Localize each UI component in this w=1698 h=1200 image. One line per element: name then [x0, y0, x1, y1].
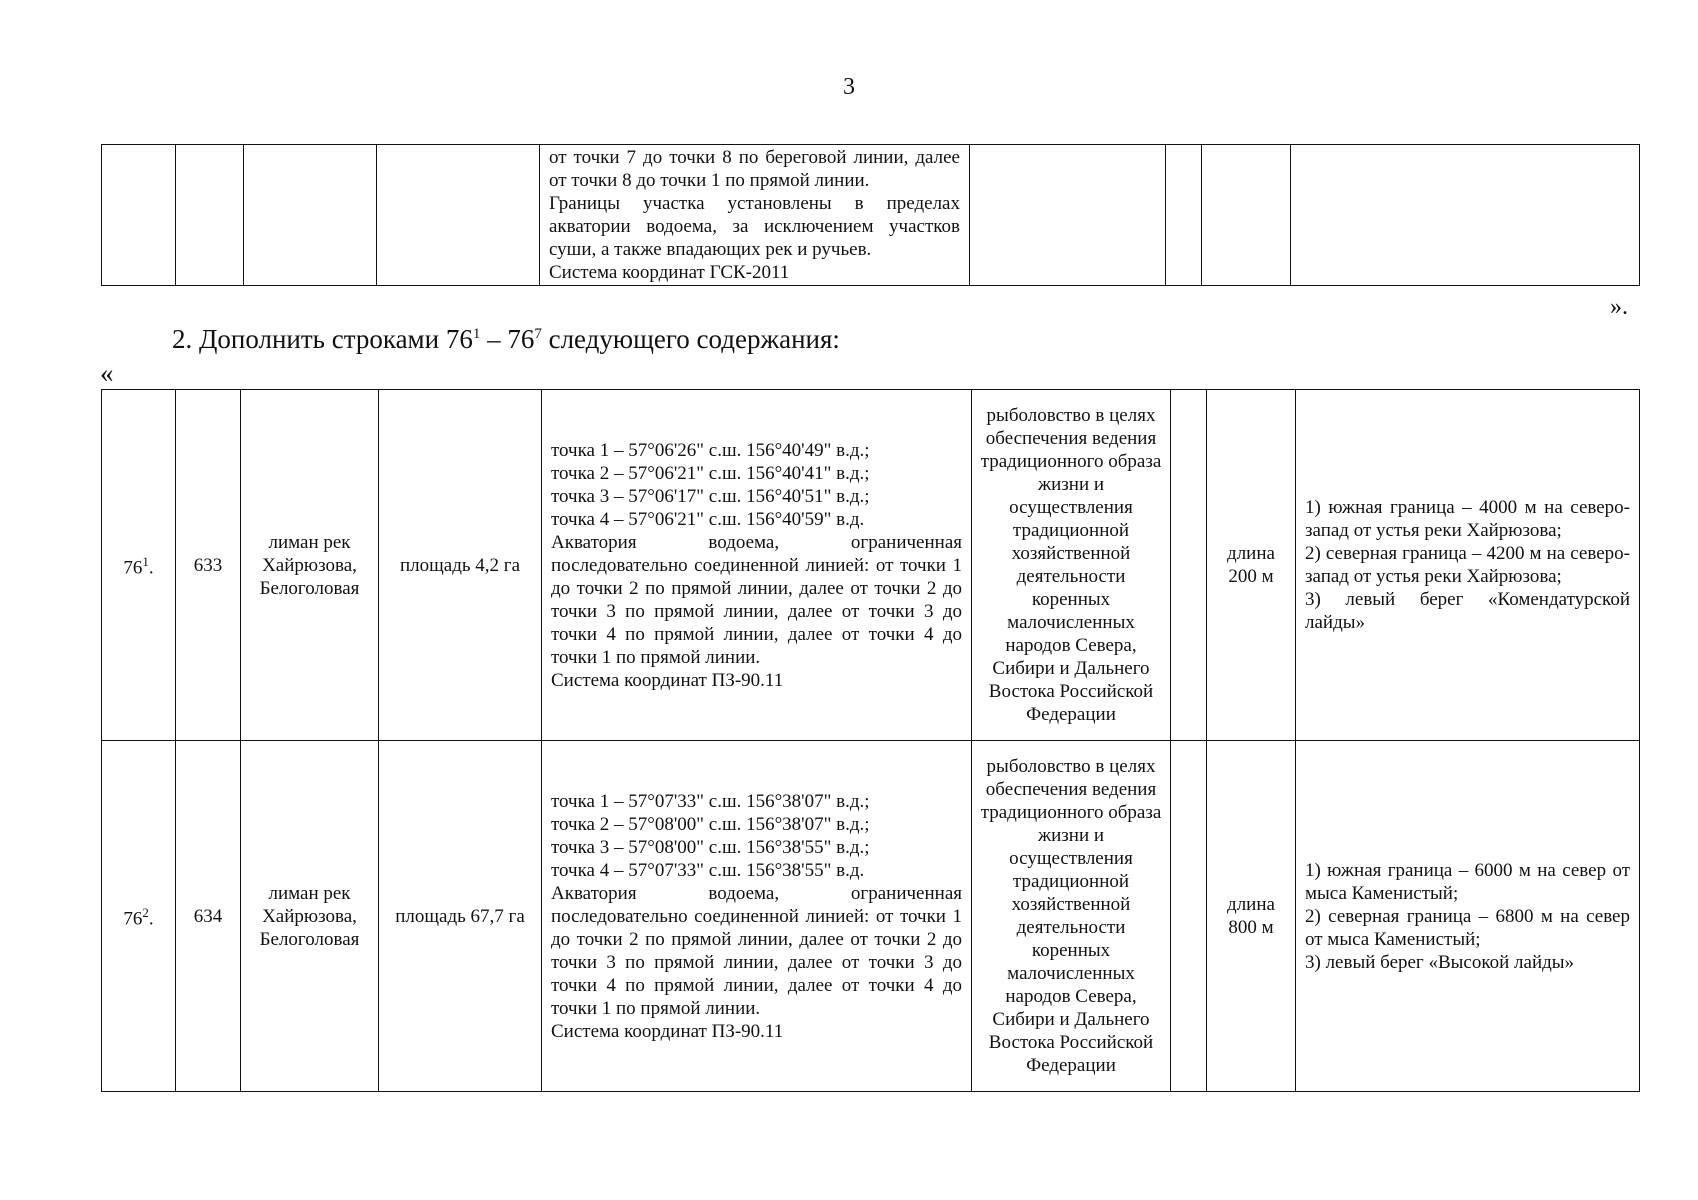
coordinate-point: точка 4 – 57°06'21" с.ш. 156°40'59" в.д.	[551, 508, 865, 530]
description-line: Система координат ГСК-2011	[549, 262, 790, 283]
cell-empty	[970, 145, 1166, 286]
coordinate-point: точка 4 – 57°07'33" с.ш. 156°38'55" в.д.	[551, 859, 865, 881]
limit-item: 3) левый берег «Комендатурской лайды»	[1305, 589, 1630, 633]
instruction-suffix: следующего содержания:	[541, 324, 840, 354]
coordinate-system: Система координат ПЗ-90.11	[551, 669, 784, 691]
instruction-dash: – 76	[480, 324, 535, 354]
instruction-sup-to: 7	[534, 326, 542, 342]
description-line: Границы участка установлены в пределах акватории водоема, за исключением участков суши, а также впадающих рек и ручьев.	[549, 193, 960, 260]
amendment-instruction	[172, 324, 840, 355]
coordinate-point: точка 2 – 57°08'00" с.ш. 156°38'07" в.д.;	[551, 813, 870, 835]
cell-code: 633	[176, 390, 241, 741]
cell-water-body: лиман рек Хайрюзова, Белоголовая	[241, 741, 379, 1092]
cell-water-body: лиман рек Хайрюзова, Белоголовая	[241, 390, 379, 741]
cell-boundary-description	[540, 145, 970, 286]
continuation-table	[101, 144, 1640, 286]
cell-empty	[1166, 145, 1202, 286]
cell-empty	[1202, 145, 1291, 286]
limit-item: 1) южная граница – 4000 м на северо-запад от устья реки Хайрюзова;	[1305, 497, 1630, 541]
cell-coordinates	[542, 390, 972, 741]
cell-length: длина 200 м	[1207, 390, 1296, 741]
cell-limits	[1296, 741, 1640, 1092]
table-row	[102, 145, 1640, 286]
cell-empty	[102, 145, 176, 286]
coordinate-point: точка 2 – 57°06'21" с.ш. 156°40'41" в.д.;	[551, 462, 870, 484]
table-row	[102, 741, 1640, 1092]
cell-limits	[1296, 390, 1640, 741]
limit-item: 2) северная граница – 4200 м на северо-запад от устья реки Хайрюзова;	[1305, 543, 1630, 587]
coordinate-point: точка 1 – 57°07'33" с.ш. 156°38'07" в.д.;	[551, 790, 870, 812]
instruction-prefix: 2. Дополнить строками 76	[172, 324, 473, 354]
description-line: от точки 7 до точки 8 по береговой линии, далее от точки 8 до точки 1 по прямой линии.	[549, 147, 960, 191]
limit-item: 1) южная граница – 6000 м на север от мыса Каменистый;	[1305, 859, 1630, 904]
cell-empty	[1171, 741, 1207, 1092]
opening-quote: «	[100, 358, 114, 388]
coordinate-point: точка 3 – 57°06'17" с.ш. 156°40'51" в.д.;	[551, 485, 870, 507]
boundary-text: Акватория водоема, ограниченная последовательно соединенной линией: от точки 1 до точки 2 по прямой линии, далее от точки 2 до точки 3 по прямой линии, далее от точки 3 до точки 4 по прямой линии, далее от точки 4 до точки 1 по прямой линии.	[551, 531, 962, 668]
page-number: 3	[843, 74, 855, 100]
cell-length: длина 800 м	[1207, 741, 1296, 1092]
table-row	[102, 390, 1640, 741]
coordinate-system: Система координат ПЗ-90.11	[551, 1020, 784, 1042]
cell-empty	[1291, 145, 1640, 286]
cell-row-number: $76^2$.	[102, 741, 176, 1092]
coordinate-point: точка 1 – 57°06'26" с.ш. 156°40'49" в.д.;	[551, 439, 870, 461]
cell-area: площадь 67,7 га	[379, 741, 542, 1092]
cell-empty	[1171, 390, 1207, 741]
cell-empty	[176, 145, 244, 286]
boundary-text: Акватория водоема, ограниченная последовательно соединенной линией: от точки 1 до точки 2 по прямой линии, далее от точки 2 до точки 3 по прямой линии, далее от точки 3 до точки 4 по прямой линии, далее от точки 4 до точки 1 по прямой линии.	[551, 882, 962, 1019]
closing-quote: ».	[1610, 294, 1628, 320]
cell-area: площадь 4,2 га	[379, 390, 542, 741]
cell-empty	[244, 145, 377, 286]
limit-item: 3) левый берег «Высокой лайды»	[1305, 951, 1575, 973]
cell-purpose: рыболовство в целях обеспечения ведения традиционного образа жизни и осуществления традиционной хозяйственной деятельности коренных малочисленных народов Севера, Сибири и Дальнего Востока Российской Федерации	[972, 390, 1171, 741]
cell-code: 634	[176, 741, 241, 1092]
cell-row-number: $76^1$.	[102, 390, 176, 741]
fishing-sites-table	[101, 389, 1640, 1092]
coordinate-point: точка 3 – 57°08'00" с.ш. 156°38'55" в.д.;	[551, 836, 870, 858]
cell-empty	[377, 145, 540, 286]
instruction-sup-from: 1	[472, 326, 481, 342]
cell-purpose: рыболовство в целях обеспечения ведения традиционного образа жизни и осуществления традиционной хозяйственной деятельности коренных малочисленных народов Севера, Сибири и Дальнего Востока Российской Федерации	[972, 741, 1171, 1092]
cell-coordinates	[542, 741, 972, 1092]
limit-item: 2) северная граница – 6800 м на север от мыса Каменистый;	[1305, 905, 1630, 950]
